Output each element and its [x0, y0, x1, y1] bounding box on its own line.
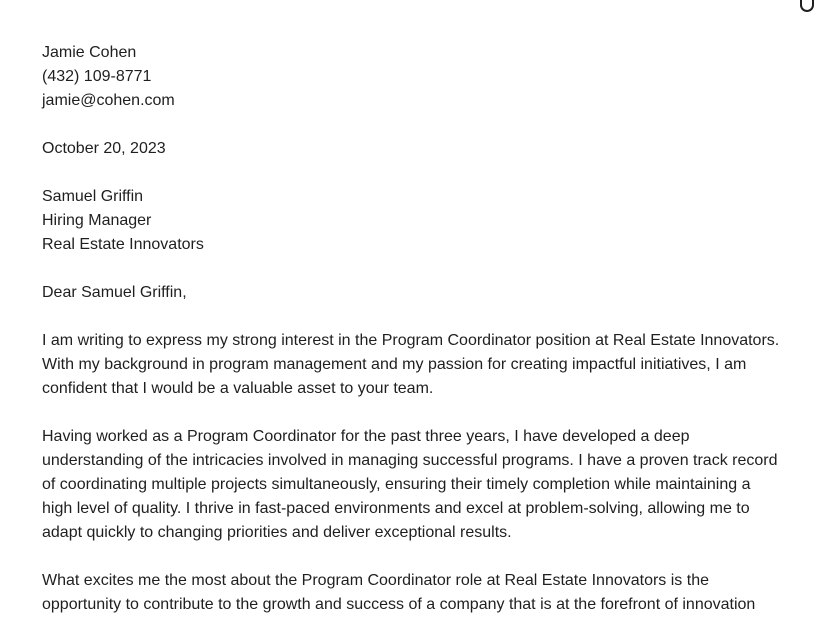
sender-name: Jamie Cohen — [42, 44, 137, 61]
recipient-block — [42, 185, 790, 257]
salutation-block — [42, 281, 790, 305]
recipient-title: Hiring Manager — [42, 212, 152, 229]
paragraph-line: Having worked as a Program Coordinator for the past three years, I have developed a deep — [42, 428, 690, 445]
sender-block — [42, 41, 790, 113]
body-paragraph-3 — [42, 569, 790, 617]
paragraph-line: opportunity to contribute to the growth and success of a company that is at the forefront of innovation — [42, 596, 756, 613]
scroll-edge-icon — [800, 0, 814, 12]
recipient-company: Real Estate Innovators — [42, 236, 204, 253]
paragraph-line: high level of quality. I thrive in fast-paced environments and excel at problem-solving, allowing me to — [42, 500, 750, 517]
paragraph-line: I am writing to express my strong interest in the Program Coordinator position at Real Estate Innovators. — [42, 332, 780, 349]
cover-letter — [42, 41, 790, 641]
sender-email: jamie@cohen.com — [42, 92, 175, 109]
letter-date: October 20, 2023 — [42, 140, 166, 157]
paragraph-line: What excites me the most about the Program Coordinator role at Real Estate Innovators is the — [42, 572, 709, 589]
paragraph-line: adapt quickly to changing priorities and deliver exceptional results. — [42, 524, 512, 541]
paragraph-line: of coordinating multiple projects simultaneously, ensuring their timely completion while maintaining a — [42, 476, 751, 493]
body-paragraph-1 — [42, 329, 790, 401]
paragraph-line: understanding of the intricacies involved in managing successful programs. I have a proven track record — [42, 452, 778, 469]
body-paragraph-2 — [42, 425, 790, 545]
recipient-name: Samuel Griffin — [42, 188, 144, 205]
paragraph-line: With my background in program management and my passion for creating impactful initiatives, I am — [42, 356, 747, 373]
sender-phone: (432) 109-8771 — [42, 68, 152, 85]
paragraph-line: confident that I would be a valuable asset to your team. — [42, 380, 434, 397]
salutation: Dear Samuel Griffin, — [42, 284, 187, 301]
date-block — [42, 137, 790, 161]
